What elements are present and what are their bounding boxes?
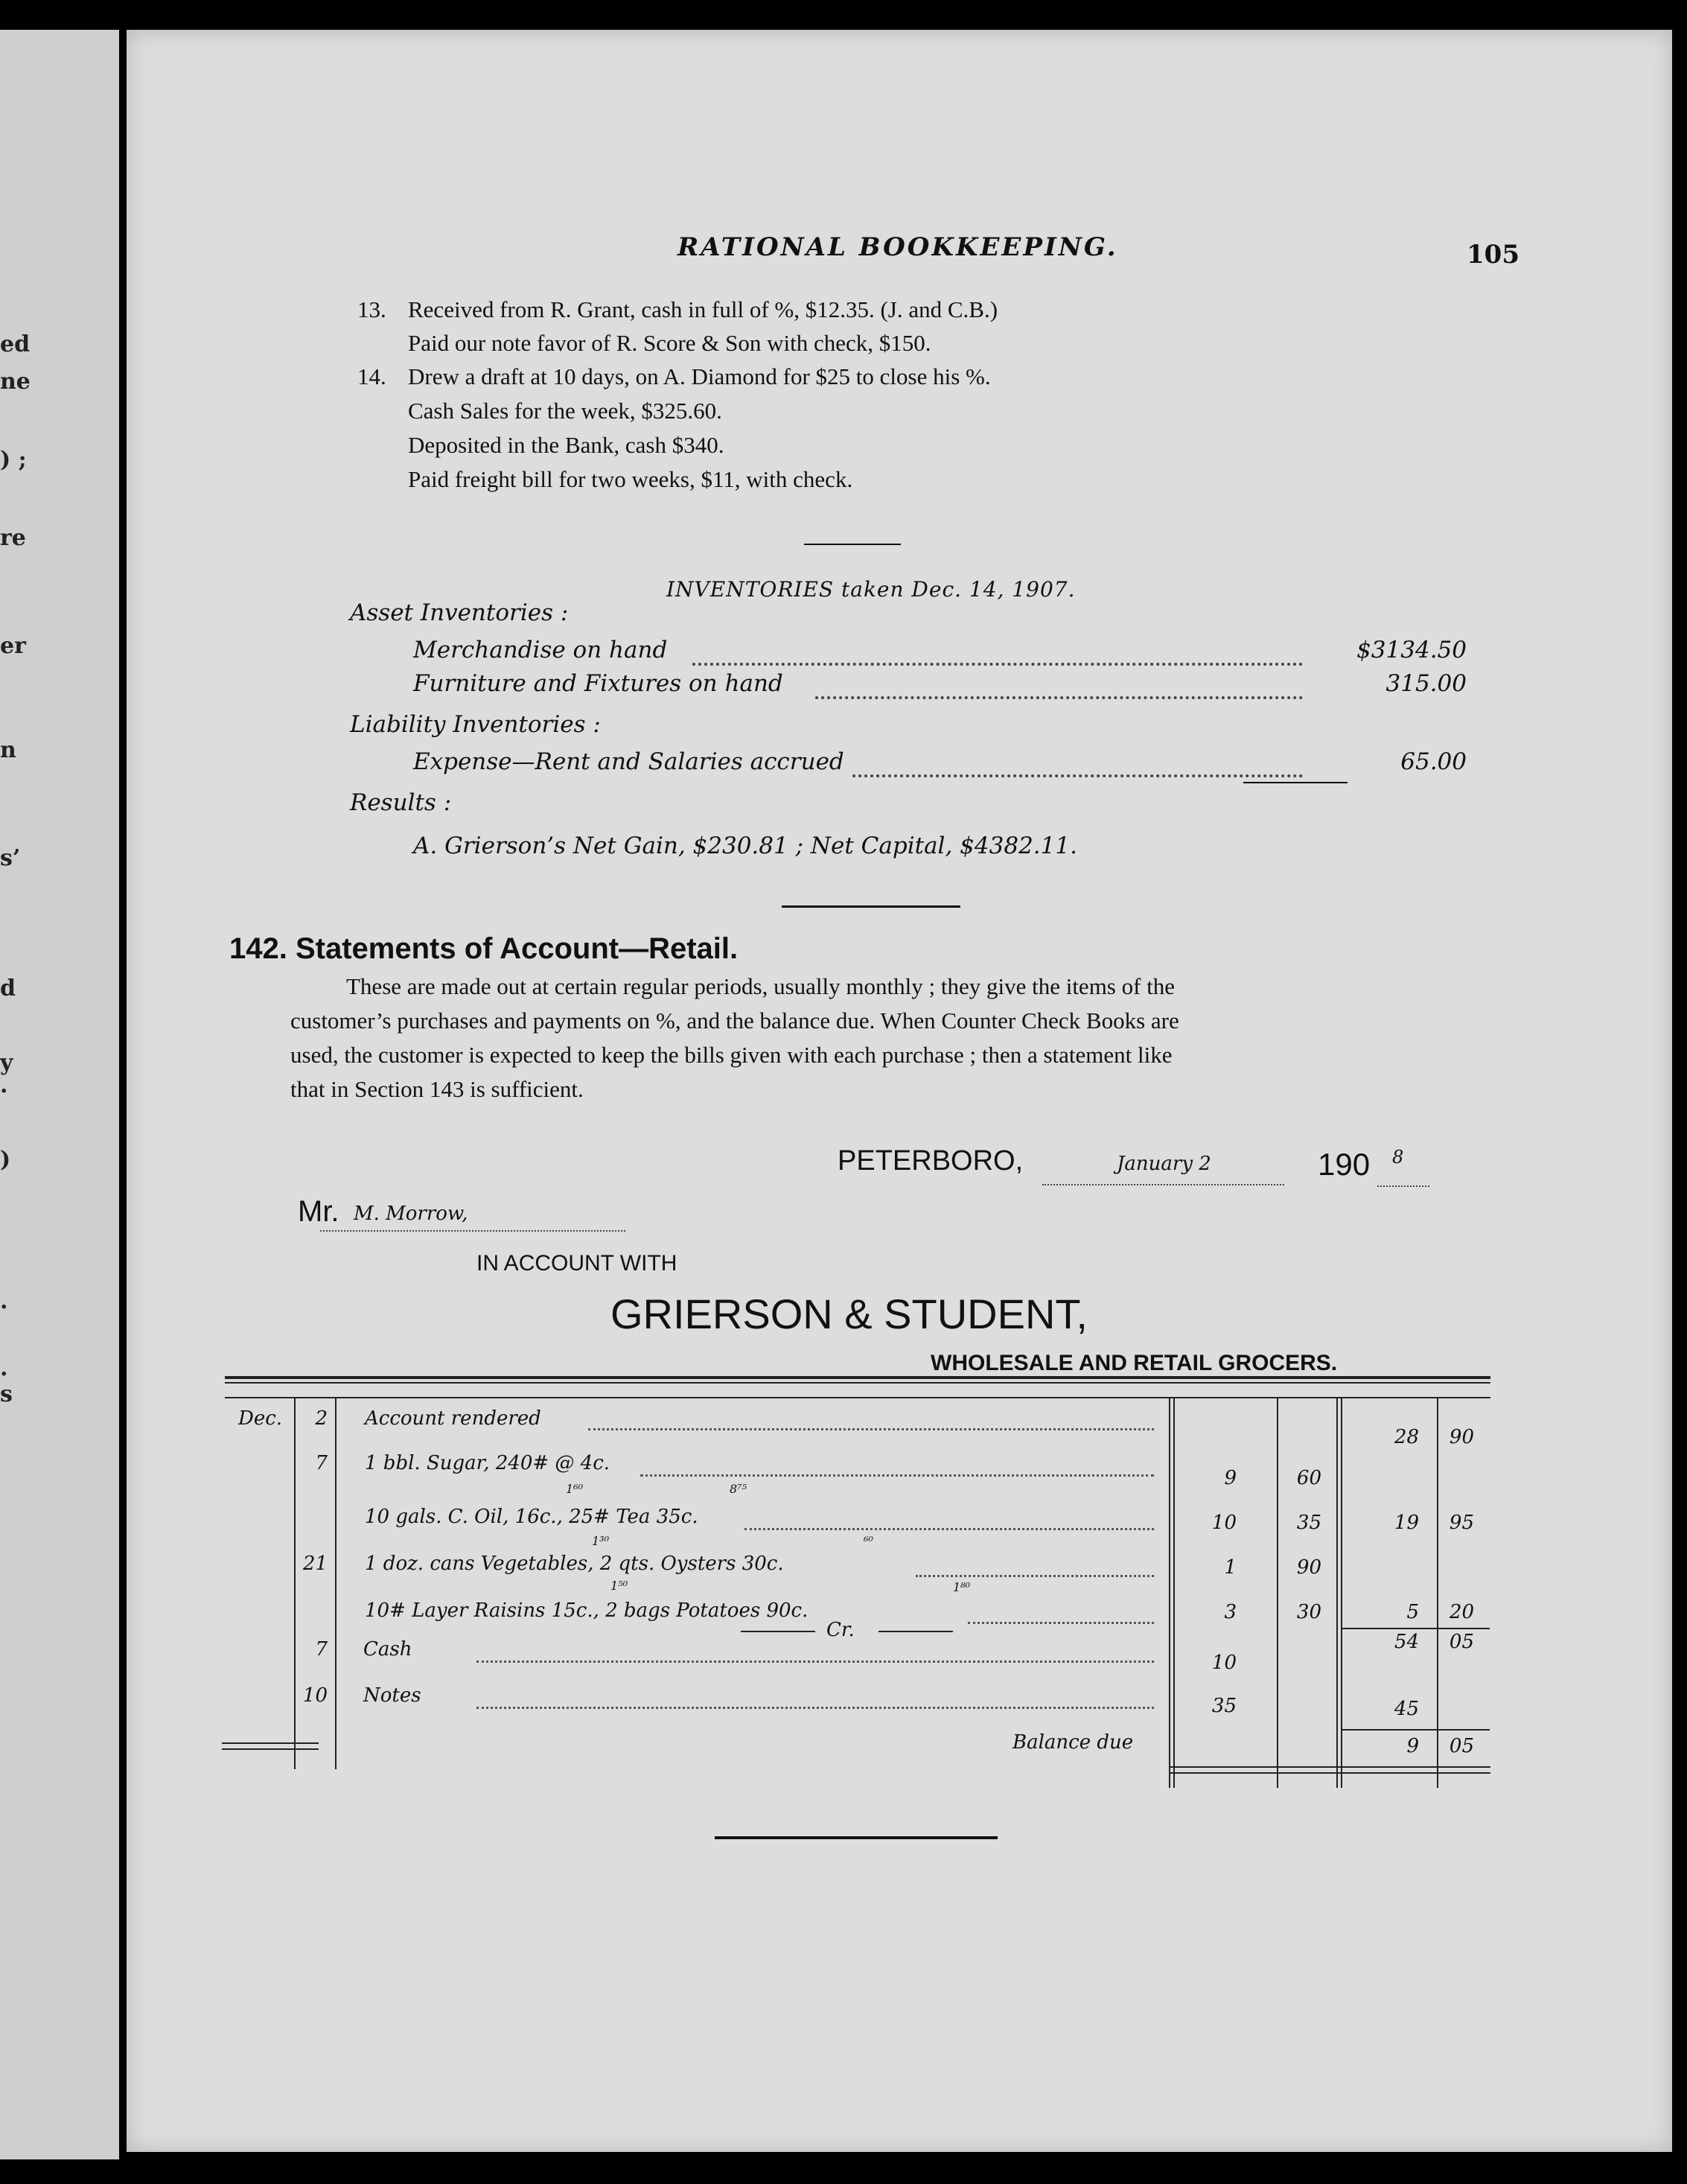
firm-name: GRIERSON & STUDENT, — [610, 1290, 1088, 1337]
price-fraction: 8⁷⁵ — [730, 1482, 747, 1496]
balance-rule — [1341, 1729, 1490, 1731]
row-day: 21 — [302, 1553, 328, 1575]
results-heading: Results : — [350, 789, 452, 816]
row-cents-1: 35 — [1296, 1512, 1321, 1534]
transaction-line: Received from R. Grant, cash in full of %, $12.35. (J. and C.B.) — [408, 296, 998, 322]
cr-rule-left — [741, 1631, 815, 1632]
row-month: Dec. — [238, 1407, 283, 1430]
customer-name: M. Morrow, — [354, 1203, 468, 1225]
facing-page-fragment: . — [0, 1072, 8, 1098]
dot-leader — [640, 1474, 1154, 1477]
transaction-line: Drew a draft at 10 days, on A. Diamond for $25 to close his %. — [408, 363, 991, 389]
col-rule-c1 — [1277, 1397, 1278, 1788]
inventory-item-label: Expense—Rent and Salaries accrued — [413, 748, 844, 775]
price-fraction: ⁶⁰ — [864, 1534, 873, 1548]
inventory-item-label: Furniture and Fixtures on hand — [413, 670, 783, 697]
row-day: 10 — [302, 1684, 328, 1707]
row-dollars-2: 9 — [1406, 1735, 1419, 1757]
row-description: 10 gals. C. Oil, 16c., 25# Tea 35c. — [365, 1506, 698, 1528]
price-fraction: 1⁸⁰ — [953, 1580, 971, 1594]
cr-rule-right — [878, 1631, 953, 1632]
table-bottom-rule-left — [222, 1742, 319, 1744]
table-bottom-rule-right — [1169, 1766, 1490, 1768]
row-dollars-1: 35 — [1211, 1695, 1237, 1717]
row-dollars-1: 10 — [1211, 1512, 1237, 1534]
row-description: Account rendered — [365, 1407, 541, 1430]
row-cents-2: 20 — [1449, 1601, 1474, 1623]
inventory-item-amount: 65.00 — [1400, 748, 1467, 775]
row-dollars-2: 19 — [1394, 1512, 1419, 1534]
dot-leader — [744, 1528, 1154, 1530]
table-header-rule — [225, 1397, 1490, 1398]
facing-page-fragment: . — [0, 1355, 8, 1381]
table-bottom-rule-right-2 — [1169, 1772, 1490, 1774]
paragraph-line: These are made out at certain regular periods, usually monthly ; they give the items of the — [346, 973, 1176, 999]
row-description: 1 doz. cans Vegetables, 2 qts. Oysters 30c. — [365, 1553, 784, 1575]
balance-label: Balance due — [1012, 1731, 1134, 1754]
facing-page-edge — [0, 30, 119, 2159]
row-dollars-1: 9 — [1224, 1467, 1237, 1489]
facing-page-fragment: er — [0, 633, 26, 659]
facing-page-fragment: n — [0, 737, 16, 763]
results-text: A. Grierson’s Net Gain, $230.81 ; Net Capital, $4382.11. — [413, 832, 1077, 859]
statement-year-prefix: 190 — [1318, 1147, 1371, 1182]
col-rule-desc-2 — [1173, 1397, 1175, 1788]
book-page — [127, 30, 1672, 2152]
row-cents-1: 30 — [1296, 1601, 1321, 1623]
facing-page-fragment: y — [0, 1050, 13, 1076]
facing-page-fragment: ed — [0, 331, 31, 357]
credit-label: Cr. — [826, 1619, 855, 1641]
year-line — [1377, 1185, 1429, 1187]
facing-page-fragment: s’ — [0, 845, 21, 871]
firm-subtitle: WHOLESALE AND RETAIL GROCERS. — [931, 1351, 1338, 1375]
transaction-line: Paid freight bill for two weeks, $11, with check. — [408, 466, 853, 492]
statement-date: January 2 — [1117, 1153, 1211, 1175]
date-line — [1042, 1184, 1284, 1185]
row-description: Cash — [363, 1638, 412, 1661]
row-description: 1 bbl. Sugar, 240# @ 4c. — [365, 1452, 610, 1474]
paragraph-line: used, the customer is expected to keep the bills given with each purchase ; then a statement like — [290, 1042, 1173, 1068]
dot-leader — [815, 696, 1303, 699]
table-top-rule — [225, 1376, 1490, 1379]
running-title: RATIONAL BOOKKEEPING. — [677, 232, 1118, 262]
facing-page-fragment: ) ; — [0, 447, 27, 473]
col-rule-day — [335, 1397, 337, 1769]
row-dollars-1: 1 — [1224, 1556, 1237, 1579]
inventory-item-amount: $3134.50 — [1356, 637, 1467, 663]
dot-leader — [588, 1428, 1154, 1430]
row-cents-2: 95 — [1449, 1512, 1474, 1534]
transaction-line: Cash Sales for the week, $325.60. — [408, 398, 722, 424]
inventory-item-label: Merchandise on hand — [413, 637, 668, 663]
price-fraction: 1⁵⁰ — [610, 1579, 628, 1593]
dot-leader — [476, 1707, 1154, 1709]
subtotal-rule — [1341, 1628, 1490, 1629]
row-dollars-2: 45 — [1394, 1698, 1419, 1720]
liability-inventories-heading: Liability Inventories : — [350, 711, 601, 738]
statement-place: PETERBORO, — [838, 1145, 1024, 1177]
price-fraction: 1³⁰ — [592, 1534, 610, 1548]
row-dollars-1: 3 — [1224, 1601, 1237, 1623]
transaction-line: Deposited in the Bank, cash $340. — [408, 432, 724, 458]
price-fraction: 1⁶⁰ — [566, 1482, 584, 1496]
statement-year-suffix: 8 — [1392, 1147, 1404, 1168]
short-divider — [804, 544, 901, 545]
facing-page-fragment: ) — [0, 1147, 11, 1173]
row-dollars-2: 28 — [1394, 1426, 1419, 1448]
inventories-title: INVENTORIES taken Dec. 14, 1907. — [666, 577, 1076, 602]
bottom-divider — [715, 1836, 998, 1839]
transaction-day: 13. — [357, 296, 386, 322]
asset-inventories-heading: Asset Inventories : — [350, 599, 569, 626]
facing-page-fragment: re — [0, 525, 26, 551]
row-dollars-1: 10 — [1211, 1652, 1237, 1674]
row-cents-2: 05 — [1449, 1631, 1474, 1653]
transaction-line: Paid our note favor of R. Score & Son with check, $150. — [408, 330, 931, 356]
dot-leader — [916, 1575, 1154, 1577]
page-number: 105 — [1467, 240, 1519, 270]
row-description: Notes — [363, 1684, 421, 1707]
row-dollars-2: 5 — [1406, 1601, 1419, 1623]
customer-line — [320, 1230, 625, 1232]
row-cents-2: 05 — [1449, 1735, 1474, 1757]
row-cents-2: 90 — [1449, 1426, 1474, 1448]
total-rule — [1243, 782, 1348, 783]
section-heading: 142. Statements of Account—Retail. — [229, 932, 739, 965]
row-day: 7 — [315, 1452, 328, 1474]
paragraph-line: that in Section 143 is sufficient. — [290, 1076, 584, 1102]
table-bottom-rule-left-2 — [222, 1748, 319, 1750]
dot-leader — [968, 1622, 1154, 1624]
facing-page-fragment: . — [0, 1288, 8, 1314]
row-description: 10# Layer Raisins 15c., 2 bags Potatoes 90c. — [365, 1599, 809, 1622]
row-cents-1: 60 — [1296, 1467, 1321, 1489]
salutation: Mr. — [298, 1195, 339, 1228]
facing-page-fragment: d — [0, 975, 16, 1002]
row-day: 2 — [315, 1407, 328, 1430]
facing-page-fragment: s — [0, 1381, 13, 1407]
dot-leader — [692, 663, 1303, 666]
col-rule-desc — [1169, 1397, 1170, 1788]
in-account-with: IN ACCOUNT WITH — [476, 1251, 677, 1276]
inventory-item-amount: 315.00 — [1385, 670, 1467, 697]
transaction-day: 14. — [357, 363, 386, 389]
row-day: 7 — [315, 1638, 328, 1661]
paragraph-line: customer’s purchases and payments on %, and the balance due. When Counter Check Books are — [290, 1007, 1179, 1034]
row-dollars-2: 54 — [1394, 1631, 1419, 1653]
row-cents-1: 90 — [1296, 1556, 1321, 1579]
table-top-rule-2 — [225, 1382, 1490, 1384]
section-divider — [782, 905, 960, 908]
col-rule-d2 — [1336, 1397, 1338, 1788]
dot-leader — [476, 1661, 1154, 1663]
facing-page-fragment: ne — [0, 369, 31, 395]
dot-leader — [852, 774, 1303, 777]
